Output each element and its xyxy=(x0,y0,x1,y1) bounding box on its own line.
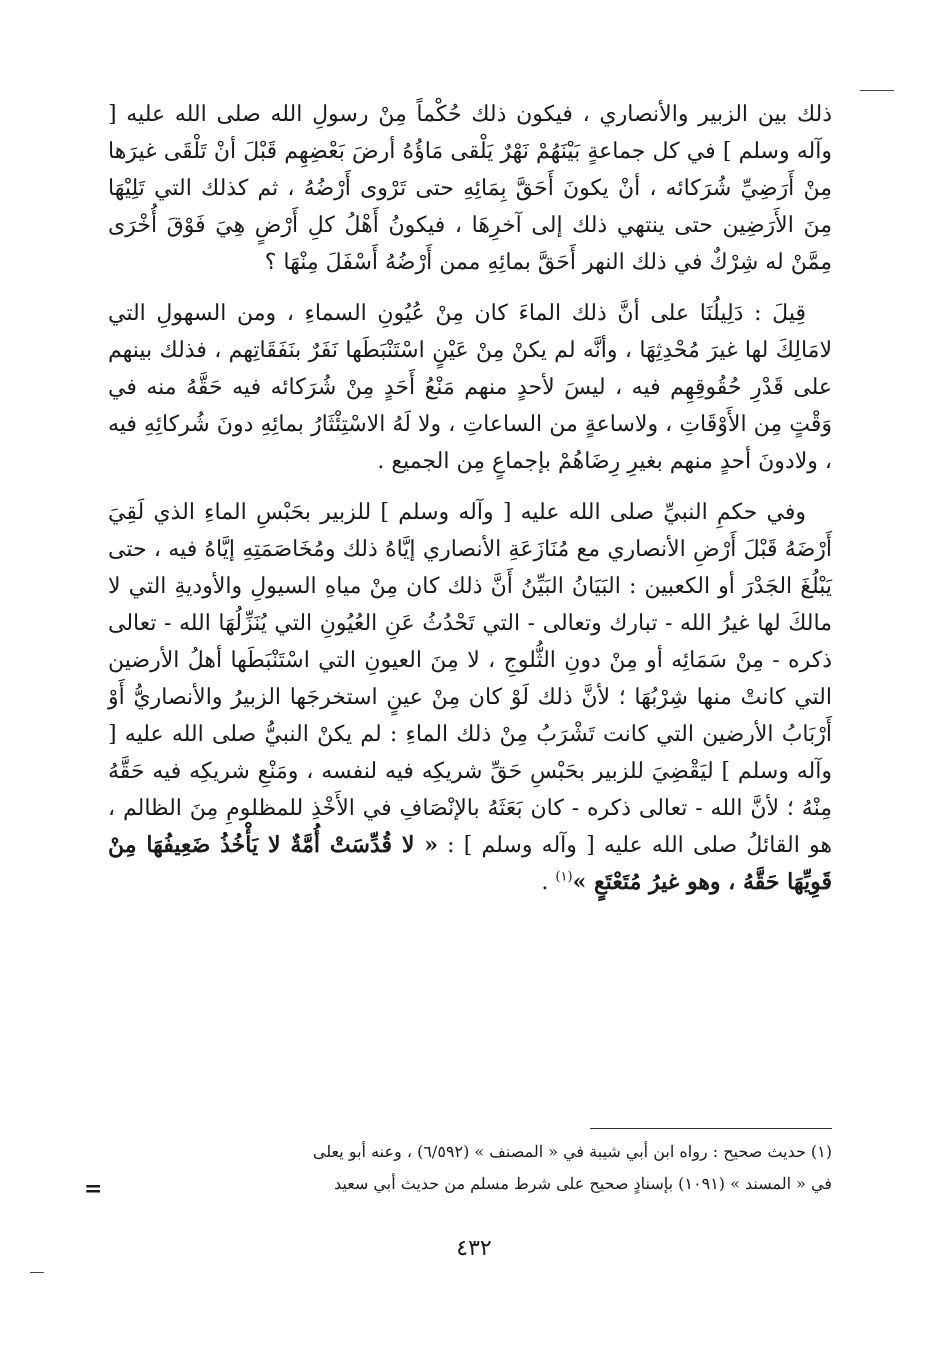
continuation-mark: = xyxy=(84,1176,103,1202)
paragraph-1 xyxy=(108,96,832,281)
footnote-reference[interactable]: (١) xyxy=(555,869,573,885)
paragraph-3 xyxy=(108,494,832,901)
footnote-separator xyxy=(590,1128,832,1129)
main-text xyxy=(108,96,832,915)
paragraph-3-text: وفي حكمِ النبيِّ صلى الله عليه [ وآله وسلم ] للزبير بحَبْسِ الماءِ الذي لَقِيَ أَرْضَهُ قَبْلَ أَرْضِ الأنصاري مع مُنَازَعَةِ الأنصاري إيَّاهُ ذلك ومُخَاصَمَتِهِ إيَّاهُ فيه ، حتى يَبْلُغَ الجَدْرَ أو الكعبين : البَيَانُ البَيِّنُ أَنَّ ذلك كان مِنْ مياهِ السيولِ والأوديةِ التي لا مالكَ لها غيرُ الله - تبارك وتعالى - التي تَحْدُثُ عَنِ العُيُونِ التي يُنَزِّلُهَا الله - تعالى ذكره - مِنْ سَمَائِه أو مِنْ دونِ الثُّلوجِ ، لا مِنَ العيونِ التي اسْتَنْبَطَها أهلُ الأرضين التي كانتْ منها شِرْبُهَا ؛ لأنَّ ذلك لَوْ كان مِنْ عينٍ استخرجَها الزبيرُ والأنصاريُّ أَوْ أَرْبَابُ الأرضين التي كانت تَشْرَبُ مِنْ ذلك الماءِ : لم يكنْ النبيُّ صلى الله عليه [ وآله وسلم ] ليَقْضِيَ للزبير بحَبْسِ حَقِّ شريكِه فيه لنفسه ، ومَنْعِ شريكِه فيه حَقَّهُ مِنْهُ ؛ لأنَّ الله - تعالى ذكره - كان بَعَثَهُ بالإنْصَافِ في الأَخْذِ للمظلومِ مِنَ الظالم ، هو القائلُ صلى الله عليه [ وآله وسلم ] : xyxy=(108,500,832,858)
footnote-1-line-2: في « المسند » (١٠٩١) بإسنادٍ صحيح على شرط مسلم من حديث أبي سعيد xyxy=(333,1174,832,1193)
paragraph-3-end: . xyxy=(541,870,556,895)
footnote-1 xyxy=(108,1136,832,1200)
page-number: ٤٣٢ xyxy=(456,1236,492,1261)
margin-mark-top xyxy=(860,90,894,91)
hadith-quote: « لا قُدِّسَتْ أُمَّةٌ لا يَأْخُذُ ضَعِيفُهَا مِنْ قَوِيِّهَا حَقَّهُ ، وهو غيرُ مُتَعْتَعٍ » xyxy=(108,832,832,895)
paragraph-2-text: قِيلَ : دَلِيلُنَا على أنَّ ذلك الماءَ كان مِنْ عُيُونِ السماءِ ، ومن السهولِ التي لامَالِكَ لها غيرَ مُحْدِثِهَا ، وأنَّه لم يكنْ مِنْ عَيْنٍ اسْتَنْبَطَها نَفَرٌ بنَفَقَاتِهم ، فذلك بينهم على قَدْرِ حُقُوقِهِم فيه ، ليسَ لأحدٍ منهم مَنْعُ أَحَدٍ مِنْ شُرَكائه فيه حَقَّهُ منه في وَقْتٍ مِن الأَوْقَاتِ ، ولاساعةٍ من الساعاتِ ، ولا لَهُ الاسْتِئْثَارُ بمائِهِ دونَ شُركائِهِ فيه ، ولادونَ أحدٍ منهم بغيرِ رِضَاهُمْ بإجماعٍ مِن الجميع . xyxy=(108,301,832,474)
paragraph-1-text: ذلك بين الزبير والأنصاري ، فيكون ذلك حُكْماً مِنْ رسولِ الله صلى الله عليه [ وآله وسلم ] في كل جماعةٍ بَيْنَهُمْ نَهْرٌ يَلْقى مَاؤُهُ أرضَ بَعْضِهِم قَبْلَ أنْ تَلْقَى غيرَها مِنْ أَرَضِيِّ شُرَكائه ، أنْ يكونَ أَحَقَّ بِمَائِهِ حتى تَرْوى أَرْضُهُ ، ثم كذلك التي تَلِيْهَا مِنَ الأَرَضِين حتى ينتهي ذلك إلى آخرِهَا ، فيكونُ أَهْلُ كلِ أَرْضٍ هِيَ فَوْقَ أُخْرَى مِمَّنْ له شِرْكٌ في ذلك النهر أَحَقَّ بمائِهِ ممن أَرْضُهُ أَسْفَلَ مِنْهَا ؟ xyxy=(108,102,832,275)
margin-mark-bottom xyxy=(30,1272,44,1273)
paragraph-2 xyxy=(108,295,832,480)
footnote-1-line-1: (١) حديث صحيح : رواه ابن أبي شيبة في « المصنف » (٦/٥٩٢) ، وعنه أبو يعلى xyxy=(312,1142,832,1161)
